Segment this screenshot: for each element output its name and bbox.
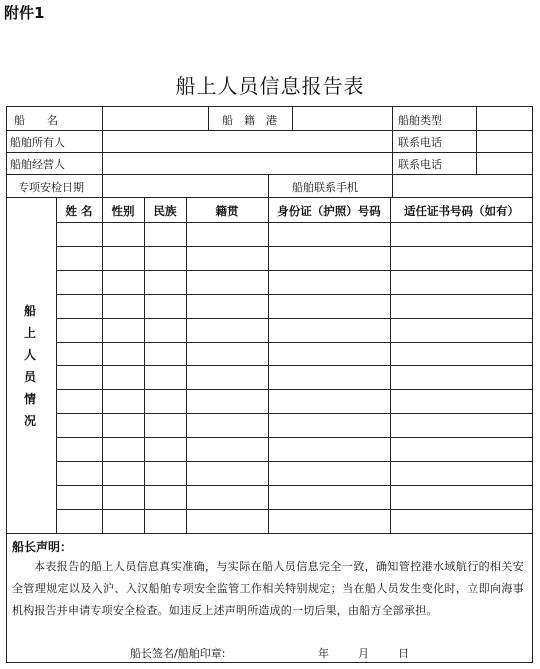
- declaration-heading: 船长声明：: [12, 540, 73, 554]
- table-row: [56, 485, 533, 486]
- side-char: 船: [23, 304, 36, 318]
- signature-label: 船长签名/船舶印章:: [130, 647, 226, 660]
- ship-type-label: 船舶类型: [398, 114, 442, 127]
- operator-label: 船舶经营人: [10, 158, 65, 171]
- page-title: 船上人员信息报告表: [175, 74, 365, 98]
- owner-phone-label: 联系电话: [398, 136, 442, 149]
- registry-port-label: 船 籍 港: [222, 114, 277, 127]
- column-header: 籍贯: [215, 204, 239, 218]
- side-char: 情: [23, 392, 36, 406]
- declaration-body: 本表报告的船上人员信息真实准确，与实际在船人员信息完全一致，确知管控港水域航行的相关安全管理规定以及入沪、入汉船舶专项安全监管工作相关特别规定；当在船人员发生变化时，立即向海事机构报告并申请专项安全检查。如违反上述声明所造成的一切后果，由船方全部承担。: [12, 560, 524, 617]
- row-divider: [6, 130, 533, 131]
- day-label: 日: [398, 647, 409, 660]
- row-divider: [6, 197, 533, 198]
- col-divider: [268, 174, 269, 197]
- col-divider: [476, 106, 477, 174]
- column-header: 性别: [111, 204, 135, 218]
- side-char: 况: [23, 414, 36, 428]
- table-row: [56, 270, 533, 271]
- column-header: 身份证（护照）号码: [277, 204, 381, 218]
- inspection-date-label: 专项安检日期: [18, 181, 84, 194]
- side-char: 员: [23, 370, 36, 384]
- table-row: [56, 222, 533, 223]
- owner-label: 船舶所有人: [10, 136, 65, 149]
- table-row: [56, 294, 533, 295]
- ship-name-label: 船 名: [14, 114, 58, 127]
- col-divider: [208, 106, 209, 130]
- column-header: 民族: [153, 204, 177, 218]
- ship-mobile-label: 船舶联系手机: [292, 181, 358, 194]
- col-divider: [102, 174, 103, 197]
- col-divider: [392, 174, 393, 197]
- table-row: [56, 461, 533, 462]
- row-divider: [6, 174, 533, 175]
- year-label: 年: [318, 647, 329, 660]
- table-row: [56, 413, 533, 414]
- table-row: [56, 318, 533, 319]
- table-row: [56, 437, 533, 438]
- table-row: [56, 509, 533, 510]
- table-row: [56, 342, 533, 343]
- personnel-side-label: [20, 300, 40, 432]
- column-header: 姓 名: [65, 204, 93, 218]
- side-char: 人: [23, 348, 36, 362]
- col-divider: [292, 106, 293, 130]
- col-divider: [102, 106, 103, 174]
- operator-phone-label: 联系电话: [398, 158, 442, 171]
- attachment-label: 附件1: [4, 4, 45, 22]
- row-divider: [6, 152, 533, 153]
- section-divider: [6, 533, 533, 534]
- side-char: 上: [23, 326, 36, 340]
- month-label: 月: [358, 647, 369, 660]
- table-row: [56, 365, 533, 366]
- column-header: 适任证书号码（如有）: [404, 204, 519, 218]
- table-row: [56, 246, 533, 247]
- table-row: [56, 389, 533, 390]
- col-divider: [392, 106, 393, 174]
